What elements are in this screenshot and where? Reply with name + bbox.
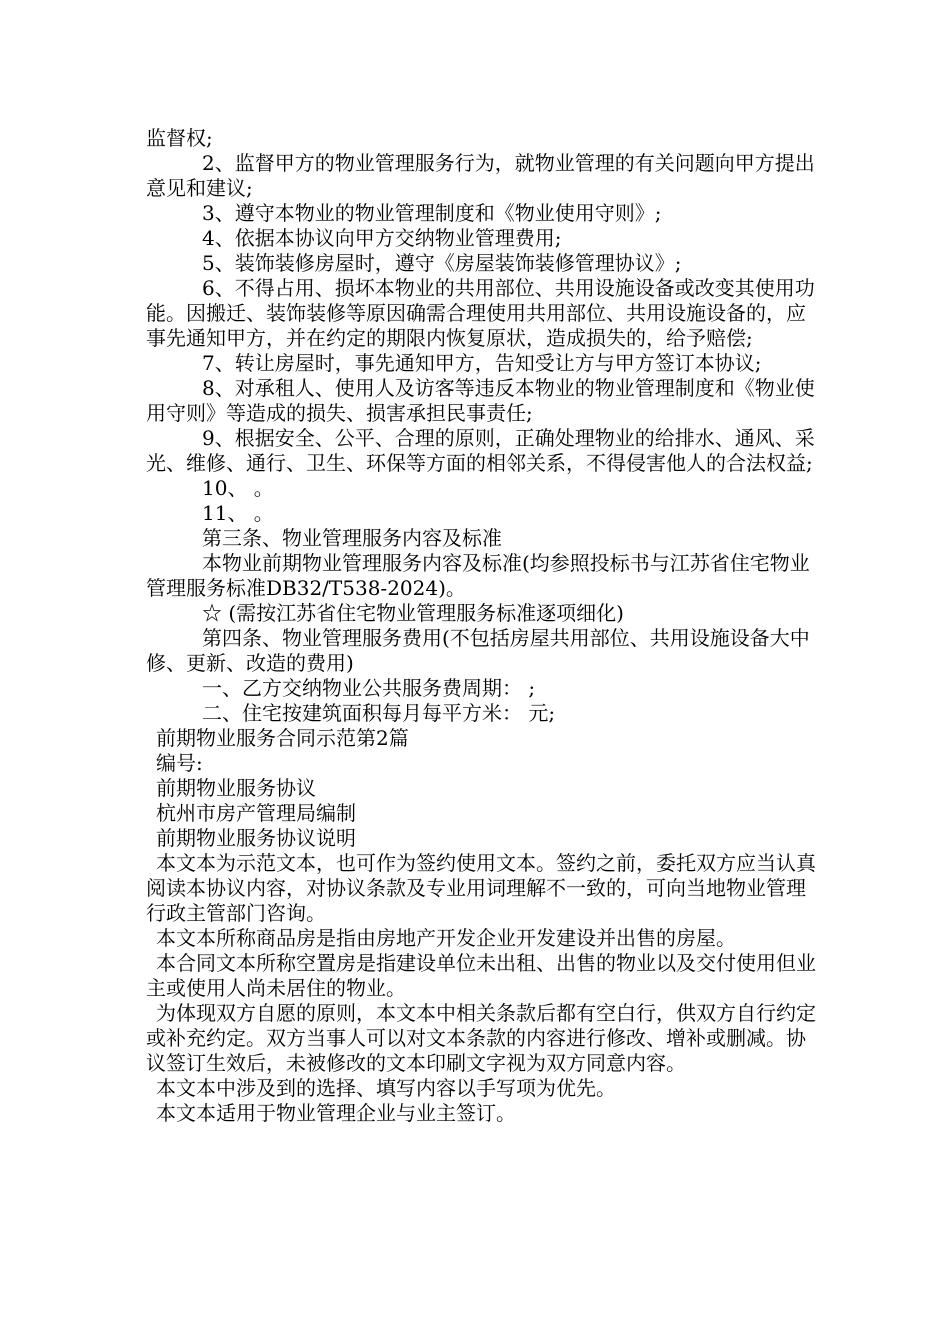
article-4-heading: 第四条、物业管理服务费用(不包括房屋共用部位、共用设施设备大中修、更新、改造的费用): [146, 626, 810, 675]
agreement-title: 前期物业服务协议: [156, 776, 316, 800]
explanation-paragraph-5: 本文本中涉及到的选择、填写内容以手写项为优先。: [156, 1076, 616, 1100]
clause-item-11: 11、 。: [202, 501, 274, 525]
fee-item-2: 二、住宅按建筑面积每月每平方米： 元;: [202, 701, 556, 725]
clause-item-2: 2、监督甲方的物业管理服务行为，就物业管理的有关问题向甲方提出意见和建议;: [146, 151, 815, 200]
clause-item-8: 8、对承租人、使用人及访客等违反本物业的物业管理制度和《物业使用守则》等造成的损失、损害承担民事责任;: [146, 376, 815, 425]
clause-item-5: 5、装饰装修房屋时，遵守《房屋装饰装修管理协议》;: [202, 251, 682, 275]
fee-item-1: 一、乙方交纳物业公共服务费周期： ;: [202, 676, 536, 700]
explanation-paragraph-3: 本合同文本所称空置房是指建设单位未出租、出售的物业以及交付使用但业主或使用人尚未居住的物业。: [146, 951, 816, 1000]
contract-number-label: 编号:: [156, 751, 203, 775]
agreement-explanation-title: 前期物业服务协议说明: [156, 826, 356, 850]
clause-item-3: 3、遵守本物业的物业管理制度和《物业使用守则》;: [202, 201, 662, 225]
issuing-authority: 杭州市房产管理局编制: [156, 801, 356, 825]
explanation-paragraph-2: 本文本所称商品房是指由房地产开发企业开发建设并出售的房屋。: [156, 926, 736, 950]
document-body: [146, 126, 816, 1126]
clause-item-6: 6、不得占用、损坏本物业的共用部位、共用设施设备或改变其使用功能。因搬迁、装饰装修等原因确需合理使用共用部位、共用设施设备的，应事先通知甲方，并在约定的期限内恢复原状，造成损失的，给予赔偿;: [146, 276, 815, 350]
clause-item-9: 9、根据安全、公平、合理的原则，正确处理物业的给排水、通风、采光、维修、通行、卫生、环保等方面的相邻关系，不得侵害他人的合法权益;: [146, 426, 815, 475]
article-3-heading: 第三条、物业管理服务内容及标准: [202, 526, 502, 550]
explanation-paragraph-1: 本文本为示范文本，也可作为签约使用文本。签约之前，委托双方应当认真阅读本协议内容，对协议条款及专业用词理解不一致的，可向当地物业管理行政主管部门咨询。: [146, 851, 816, 925]
article-3-note: ☆ (需按江苏省住宅物业管理服务标准逐项细化): [202, 601, 624, 625]
explanation-paragraph-6: 本文本适用于物业管理企业与业主签订。: [156, 1101, 516, 1125]
explanation-paragraph-4: 为体现双方自愿的原则，本文本中相关条款后都有空白行，供双方自行约定或补充约定。双方当事人可以对文本条款的内容进行修改、增补或删减。协议签订生效后，未被修改的文本印刷文字视为双方同意内容。: [146, 1001, 816, 1075]
clause-item-7: 7、转让房屋时，事先通知甲方，告知受让方与甲方签订本协议;: [202, 351, 762, 375]
clause-item-10: 10、 。: [202, 476, 274, 500]
section-title-second-contract: 前期物业服务合同示范第2篇: [156, 726, 409, 750]
clause-item-4: 4、依据本协议向甲方交纳物业管理费用;: [202, 226, 562, 250]
paragraph-supervision-right: 监督权;: [146, 126, 213, 150]
article-3-body: 本物业前期物业管理服务内容及标准(均参照投标书与江苏省住宅物业管理服务标准DB32/T538-2024)。: [146, 551, 810, 600]
